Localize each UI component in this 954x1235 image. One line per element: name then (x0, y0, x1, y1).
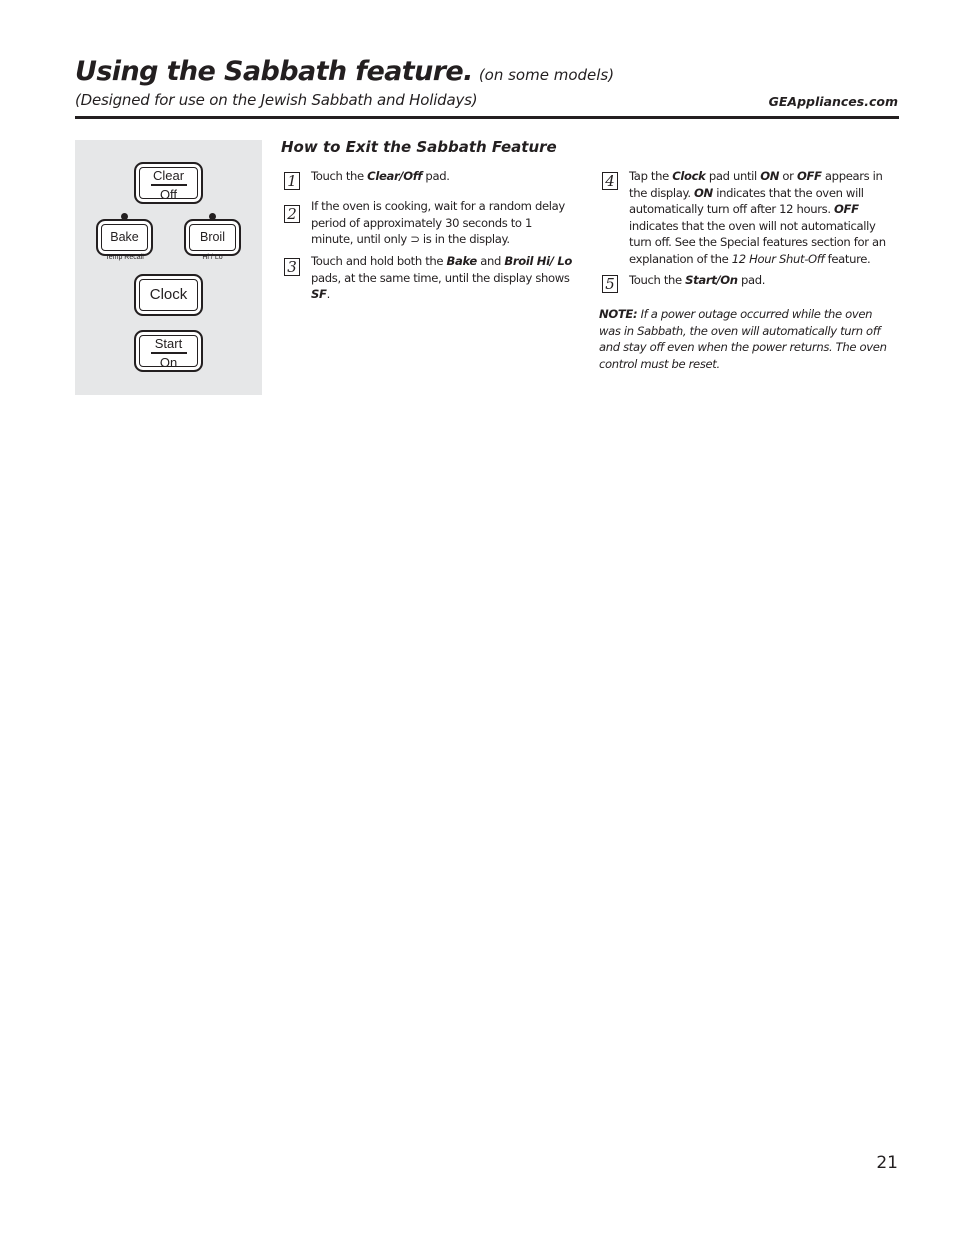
clear-off-pad[interactable] (134, 162, 203, 204)
broil-pad-caption: Hi / Lo (202, 254, 223, 261)
power-outage-note (599, 306, 897, 372)
clear-off-pad-divider (151, 184, 187, 186)
start-on-pad-top: Start (154, 336, 183, 351)
website-link[interactable]: GEAppliances.com (768, 94, 898, 109)
page-title-note: (on some models) (478, 66, 615, 84)
clock-pad[interactable] (134, 274, 203, 316)
start-on-pad-divider (151, 352, 187, 354)
page-number: 21 (876, 1153, 898, 1173)
step-4-number: 4 (602, 172, 618, 190)
note-text: If a power outage occurred while the oven was in Sabbath, the oven will automatically turn off and stay off even when the power returns. The oven control must be reset. (599, 307, 887, 371)
header-rule (75, 116, 899, 119)
step-1-text: Touch the Clear/Off pad. (311, 169, 450, 183)
step-1-number: 1 (284, 172, 300, 190)
page-subtitle: (Designed for use on the Jewish Sabbath and Holidays) (75, 91, 478, 109)
bake-pad[interactable] (96, 219, 153, 256)
step-3-number: 3 (284, 258, 300, 276)
broil-pad[interactable] (184, 219, 241, 256)
broil-pad-label: Broil (199, 230, 225, 244)
step-5-number: 5 (602, 275, 618, 293)
note-label: NOTE: (599, 307, 638, 321)
step-2-text: If the oven is cooking, wait for a random delay period of approximately 30 seconds to 1 minute, until only ⊃ is in the display. (311, 199, 565, 246)
step-5-text: Touch the Start/On pad. (629, 273, 766, 287)
page-title-text: Using the Sabbath feature. (75, 56, 473, 87)
step-4-text: Tap the Clock pad until ON or OFF appears in the display. ON indicates that the oven will automatically turn off after 12 hours. OFF indicates that the oven will not automatically turn off. See the Special features section for an explanation of the 12 Hour Shut-Off feature. (629, 169, 886, 266)
page-title (75, 56, 614, 87)
control-panel-illustration (75, 140, 262, 395)
step-3-text: Touch and hold both the Bake and Broil Hi/ Lo pads, at the same time, until the display shows SF. (311, 254, 572, 301)
step-2-number: 2 (284, 205, 300, 223)
bake-pad-label: Bake (110, 230, 139, 244)
clock-pad-label: Clock (149, 286, 188, 303)
start-on-pad[interactable] (134, 330, 203, 372)
clear-off-pad-bottom: Off (159, 186, 178, 202)
bake-pad-caption: Temp Recall (105, 254, 144, 261)
section-heading: How to Exit the Sabbath Feature (281, 138, 557, 156)
clear-off-pad-top: Clear (152, 168, 185, 183)
start-on-pad-bottom: On (159, 354, 178, 370)
